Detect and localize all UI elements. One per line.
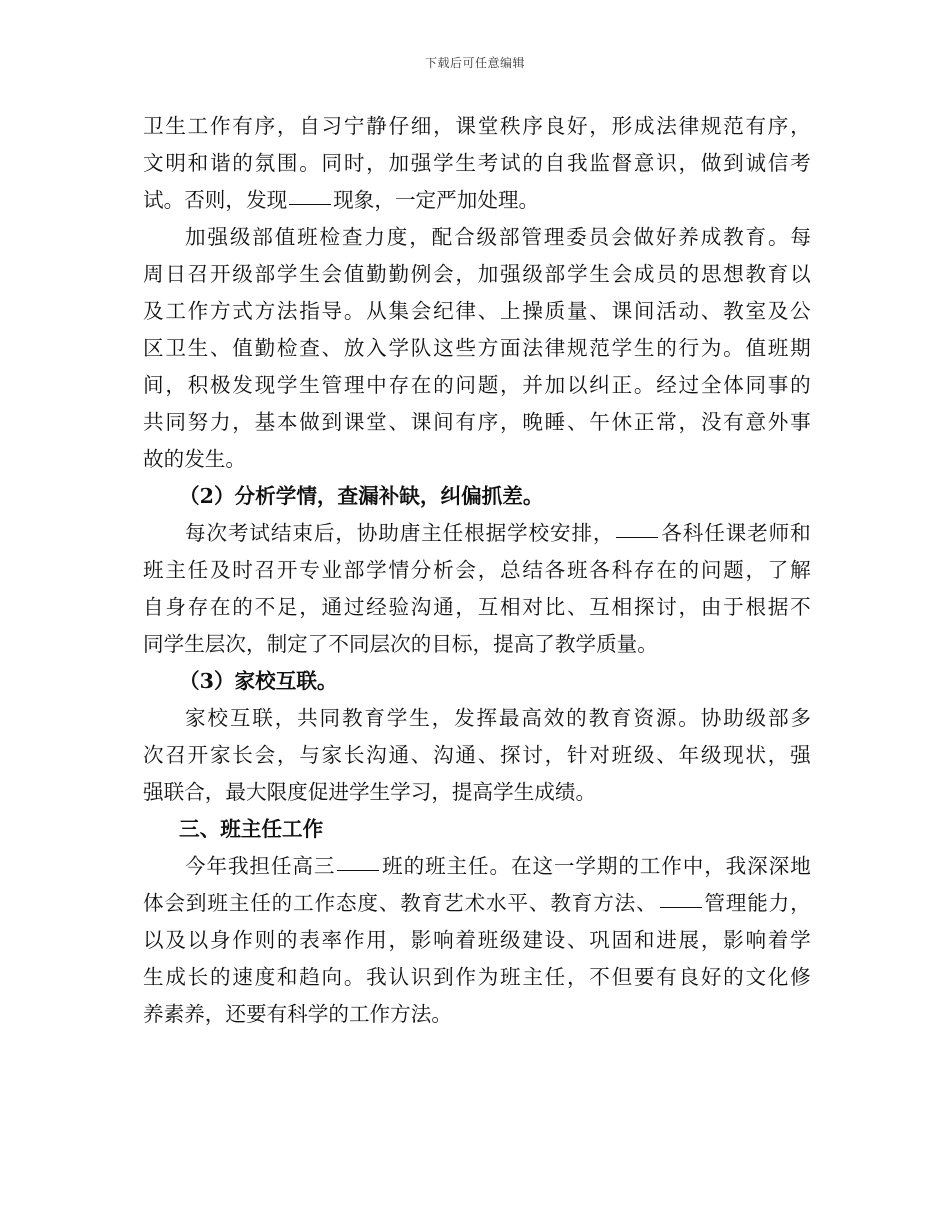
text-line: 周 日 召 开 级 部 学 生 会 值 勤 勤 例 会 ， 加 强 级 部 学 生 会 成 员 的 思 想 教 育 以 bbox=[143, 262, 811, 286]
text-line: 同 学 生 层 次 ， 制 定 了 不 同 层 次 的 目 标 ， 提 高 了 教 学 质 量 。 bbox=[143, 632, 658, 656]
text-line: 区 卫 生 、 值 勤 检 查 、 放 入 学 队 这 些 方 面 法 律 规 范 学 生 的 行 为 。 值 班 期 bbox=[143, 336, 811, 360]
section-heading: （ 3 ） 家 校 互 联 。 bbox=[179, 669, 338, 693]
text-line: 卫 生 工 作 有 序 ， 自 习 宁 静 仔 细 ， 课 堂 秩 序 良 好 ， 形 成 法 律 规 范 有 序 ， bbox=[143, 114, 811, 138]
text-line: 自 身 存 在 的 不 足 ， 通 过 经 验 沟 通 ， 互 相 对 比 、 互 相 探 讨 ， 由 于 根 据 不 bbox=[143, 595, 811, 619]
text-line: 每 次 考 试 结 束 后 ， 协 助 唐 主 任 根 据 学 校 安 排 ， 各 科 任 课 老 师 和 bbox=[143, 515, 811, 552]
fill-in-blank bbox=[616, 515, 658, 538]
text-line: 及 工 作 方 式 方 法 指 导 。 从 集 会 纪 律 、 上 操 质 量 、 课 间 活 动 、 教 室 及 公 bbox=[143, 299, 811, 323]
text-line: 以 及 以 身 作 则 的 表 率 作 用 ， 影 响 着 班 级 建 设 、 巩 固 和 进 展 ， 影 响 着 学 bbox=[143, 928, 811, 952]
text-line: 共 同 努 力 ， 基 本 做 到 课 堂 、 课 间 有 序 ， 晚 睡 、 午 休 正 常 ， 没 有 意 外 事 bbox=[143, 410, 811, 434]
text-line: 文 明 和 谐 的 氛 围 。 同 时 ， 加 强 学 生 考 试 的 自 我 监 督 意 识 ， 做 到 诚 信 考 bbox=[143, 151, 811, 175]
text-line: 次 召 开 家 长 会 ， 与 家 长 沟 通 、 沟 通 、 探 讨 ， 针 对 班 级 、 年 级 现 状 ， 强 bbox=[143, 743, 811, 767]
fill-in-blank bbox=[289, 182, 331, 205]
fill-in-blank bbox=[337, 848, 379, 871]
text-line: 故 的 发 生 。 bbox=[143, 447, 246, 471]
text-line: 家 校 互 联 ， 共 同 教 育 学 生 ， 发 挥 最 高 效 的 教 育 资 源 。 协 助 级 部 多 bbox=[185, 706, 811, 730]
text-line: 班 主 任 及 时 召 开 专 业 部 学 情 分 析 会 ， 总 结 各 班 各 科 存 在 的 问 题 ， 了 解 bbox=[143, 558, 811, 582]
section-heading: 三 、 班 主 任 工 作 bbox=[179, 817, 324, 841]
text-line: 间 ， 积 极 发 现 学 生 管 理 中 存 在 的 问 题 ， 并 加 以 纠 正 。 经 过 全 体 同 事 的 bbox=[143, 373, 811, 397]
text-line: 养 素 养 ， 还 要 有 科 学 的 工 作 方 法 。 bbox=[143, 1002, 452, 1026]
text-line: 试 。 否 则 ， 发 现 现 象 ， 一 定 严 加 处 理 。 bbox=[143, 182, 811, 219]
page-header: 下载后可任意编辑 bbox=[424, 56, 525, 70]
text-line: 生 成 长 的 速 度 和 趋 向 。 我 认 识 到 作 为 班 主 任 ， 不 但 要 有 良 好 的 文 化 修 bbox=[143, 965, 811, 989]
section-heading: （ 2 ） 分 析 学 情 ， 查 漏 补 缺 ， 纠 偏 抓 差 。 bbox=[179, 484, 544, 508]
fill-in-blank bbox=[660, 885, 702, 908]
text-line: 体 会 到 班 主 任 的 工 作 态 度 、 教 育 艺 术 水 平 、 教 育 方 法 、 管 理 能 力 ， bbox=[143, 885, 811, 922]
document-body bbox=[143, 108, 811, 1033]
text-line: 强 联 合 ， 最 大 限 度 促 进 学 生 学 习 ， 提 高 学 生 成 绩 。 bbox=[143, 780, 597, 804]
text-line: 加 强 级 部 值 班 检 查 力 度 ， 配 合 级 部 管 理 委 员 会 做 好 养 成 教 育 。 每 bbox=[185, 225, 811, 249]
text-line: 今 年 我 担 任 高 三 班 的 班 主 任 。 在 这 一 学 期 的 工 作 中 ， 我 深 深 地 bbox=[143, 848, 811, 885]
